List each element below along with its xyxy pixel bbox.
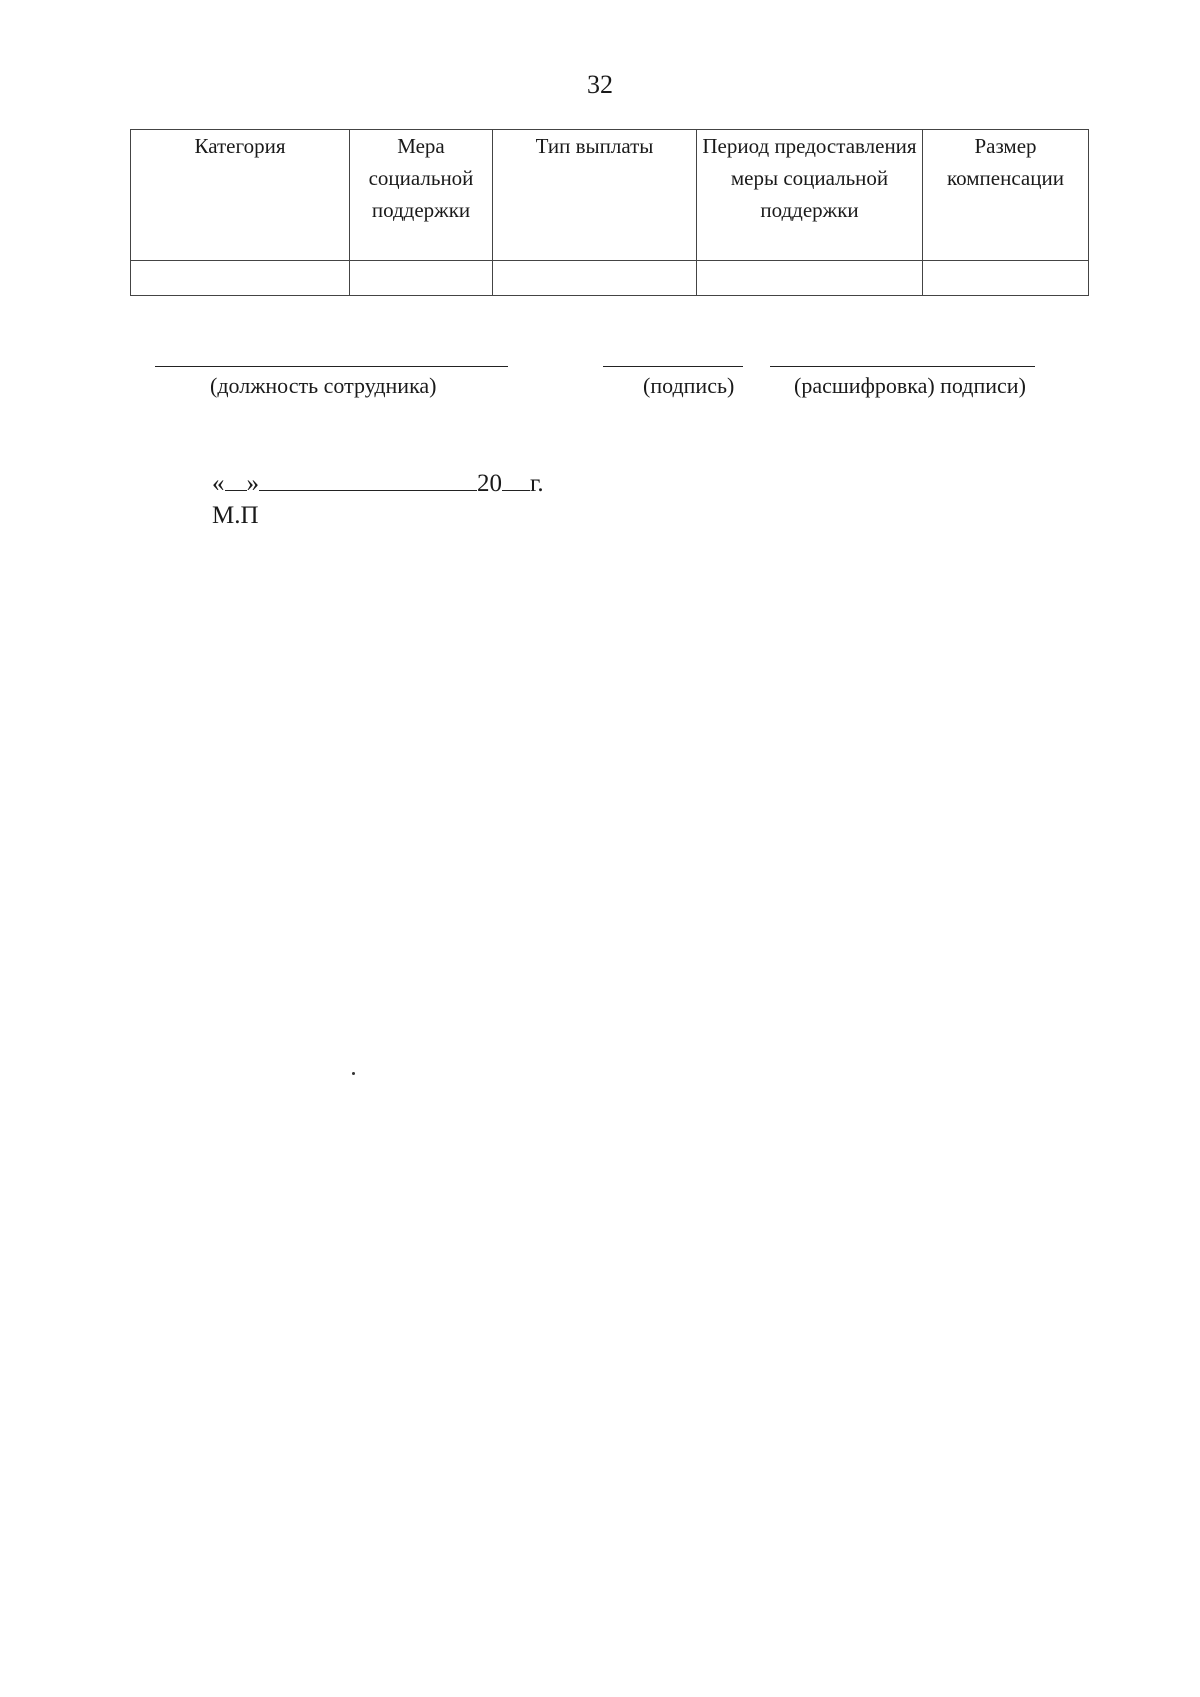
year-blank	[502, 468, 530, 491]
signature-line	[603, 366, 743, 367]
cell-support-measure	[350, 261, 493, 296]
day-blank	[225, 468, 247, 491]
cell-support-period	[697, 261, 923, 296]
date-open-quote: «	[212, 470, 225, 497]
decoding-caption: (расшифровка) подписи)	[794, 373, 1026, 398]
year-suffix: г.	[530, 470, 544, 497]
header-support-period: Период предоставления меры социальной поддержки	[697, 130, 923, 261]
cell-compensation-amount	[923, 261, 1089, 296]
position-caption: (должность сотрудника)	[210, 373, 437, 398]
month-blank	[259, 468, 477, 491]
decoding-signature-line	[770, 366, 1035, 367]
position-signature-line	[155, 366, 508, 367]
header-support-measure: Мера социальной поддержки	[350, 130, 493, 261]
seal-mark: М.П	[212, 502, 259, 529]
scan-speck	[352, 1072, 355, 1075]
social-support-table	[130, 129, 1089, 296]
table-row	[131, 261, 1089, 296]
header-category: Категория	[131, 130, 350, 261]
year-prefix: 20	[477, 470, 502, 497]
date-close-quote: »	[246, 470, 259, 497]
header-compensation-amount: Размер компенсации	[923, 130, 1089, 261]
cell-category	[131, 261, 350, 296]
table-header-row	[131, 130, 1089, 261]
page-number: 32	[587, 70, 613, 99]
cell-payment-type	[493, 261, 697, 296]
header-payment-type: Тип выплаты	[493, 130, 697, 261]
date-line	[212, 468, 544, 498]
signature-caption: (подпись)	[643, 373, 735, 398]
